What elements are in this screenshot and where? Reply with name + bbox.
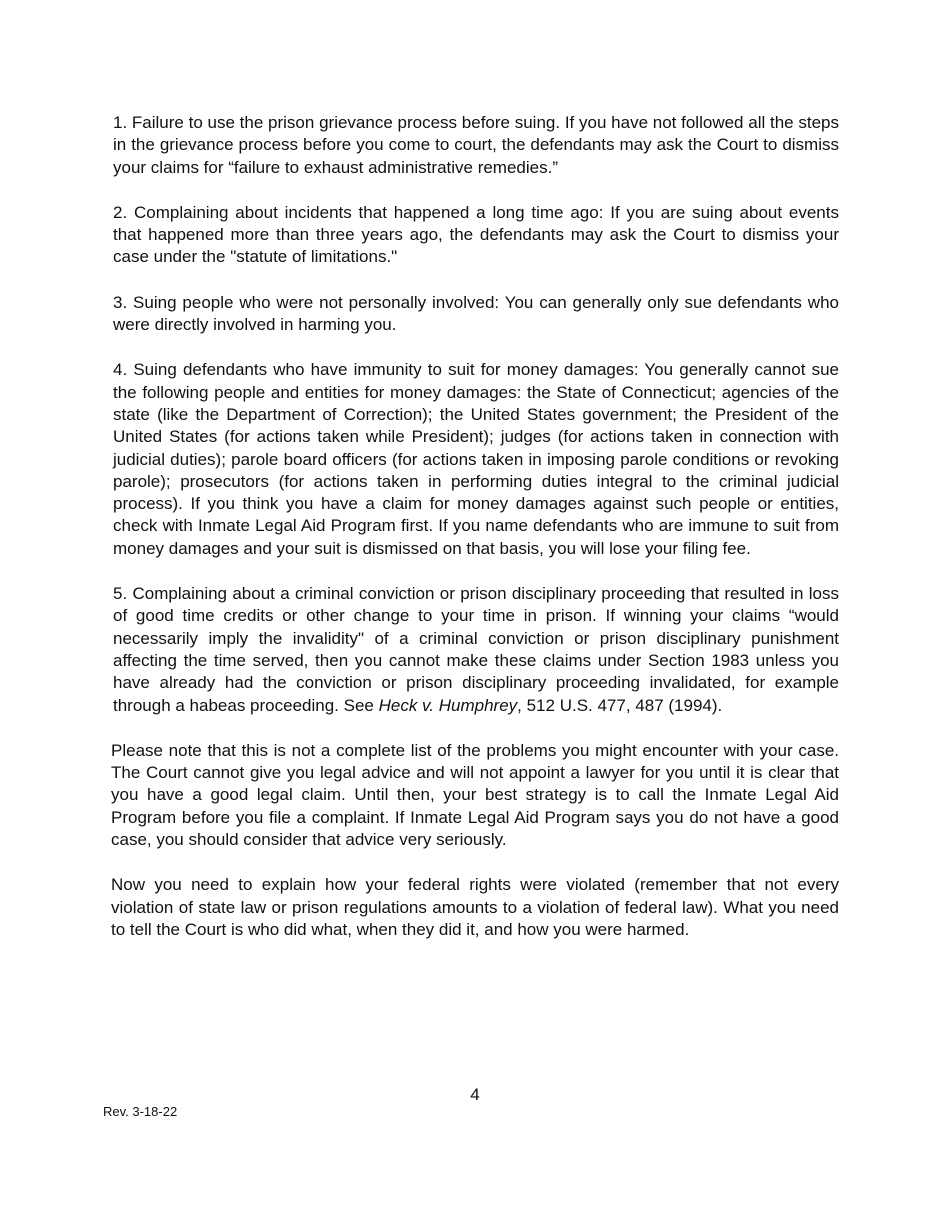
note-paragraph: Please note that this is not a complete list of the problems you might encounter with your case. The Court cannot give you legal advice and will not appoint a lawyer for you until it is clear that you have a good legal claim. Until then, your best strategy is to call the Inmate Legal Aid Program before you file a complaint. If Inmate Legal Aid Program says you do not have a good case, you should consider that advice very seriously. <box>111 740 839 850</box>
revision-date: Rev. 3-18-22 <box>103 1104 178 1119</box>
item-criminal-conviction-text: 5. Complaining about a criminal conviction or prison disciplinary proceeding that resulted in loss of good time credits or other change to your time in prison. If winning your claims “would necessarily imply the invalidity" of a criminal conviction or prison disciplinary punishment affecting the time served, then you cannot make these claims under Section 1983 unless you have already had the conviction or prison disciplinary proceeding invalidated, for example through a habeas proceeding. See <box>113 584 839 715</box>
item-criminal-conviction <box>113 583 839 717</box>
case-citation-reporter: , 512 U.S. 477, 487 (1994). <box>517 695 723 715</box>
document-body <box>113 112 839 964</box>
instruction-paragraph: Now you need to explain how your federal rights were violated (remember that not every violation of state law or prison regulations amounts to a violation of federal law). What you need to tell the Court is who did what, when they did it, and how you were harmed. <box>111 875 839 939</box>
page-number: 4 <box>470 1085 480 1104</box>
item-personal-involvement: 3. Suing people who were not personally involved: You can generally only sue defendants who were directly involved in harming you. <box>113 292 839 335</box>
item-immunity: 4. Suing defendants who have immunity to suit for money damages: You generally cannot sue the following people and entities for money damages: the State of Connecticut; agencies of the state (like the Department of Correction); the United States government; the President of the United States (for actions taken while President); judges (for actions taken in connection with judicial duties); parole board officers (for actions taken in imposing parole conditions or revoking parole); prosecutors (for actions taken in performing duties integral to the criminal judicial process). If you think you have a claim for money damages against such people or entities, check with Inmate Legal Aid Program first. If you name defendants who are immune to suit from money damages and your suit is dismissed on that basis, you will lose your filing fee. <box>113 360 839 558</box>
item-statute-of-limitations: 2. Complaining about incidents that happened a long time ago: If you are suing about events that happened more than three years ago, the defendants may ask the Court to dismiss your case under the "statute of limitations." <box>113 202 839 267</box>
item-failure-to-exhaust: 1. Failure to use the prison grievance process before suing. If you have not followed all the steps in the grievance process before you come to court, the defendants may ask the Court to dismiss your claims for “failure to exhaust administrative remedies.” <box>113 113 839 177</box>
case-citation-name: Heck v. Humphrey <box>378 695 518 715</box>
